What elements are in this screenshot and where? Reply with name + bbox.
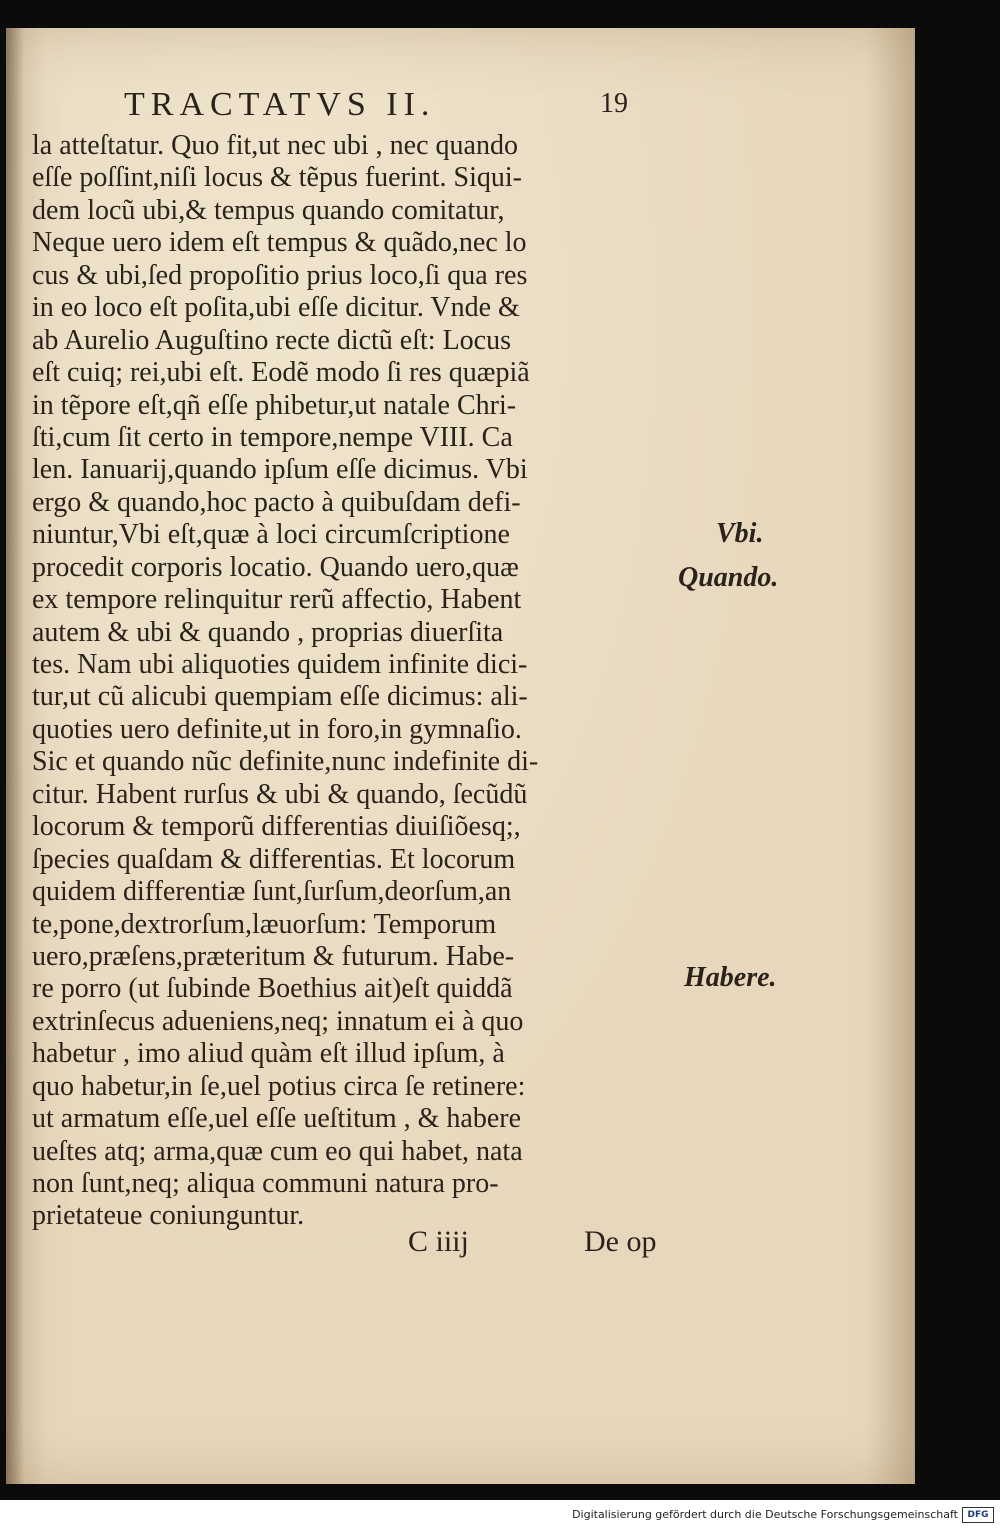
text-line: uero,præſens,præteritum & futurum. Habe-: [32, 940, 515, 972]
running-head: TRACTATVS II.: [124, 86, 436, 123]
text-line: extrinſecus adueniens,neq; innatum ei à quo: [32, 1005, 524, 1037]
text-line: dem locũ ubi,& tempus quando comitatur,: [32, 194, 505, 226]
catchword: De op: [584, 1225, 657, 1258]
text-line: ex tempore relinquitur rerũ affectio, Habent: [32, 584, 522, 616]
text-line: ut armatum eſſe,uel eſſe ueſtitum , & habere: [32, 1103, 522, 1135]
text-line: quidem differentiæ ſunt,ſurſum,deorſum,an: [32, 876, 512, 908]
text-line: in tẽpore eſt,qñ eſſe phibetur,ut natale Chri-: [32, 389, 517, 421]
signature-mark: C iiij: [408, 1225, 469, 1258]
text-line: non ſunt,neq; aliqua communi natura pro-: [32, 1168, 499, 1199]
dfg-logo: DFG: [962, 1507, 994, 1523]
text-line: ab Aurelio Auguſtino recte dictũ eſt: Locus: [32, 324, 511, 356]
text-line: prietateue coniunguntur.: [32, 1200, 305, 1232]
text-line: autem & ubi & quando , proprias diuerſita: [32, 616, 504, 648]
text-line: ergo & quando,hoc pacto à quibuſdam defi-: [32, 486, 521, 518]
text-line: Sic et quando nũc definite,nunc indefinite di-: [32, 746, 539, 778]
marginal-note-quando: Quando.: [678, 562, 779, 593]
text-line: tes. Nam ubi aliquoties quidem infinite dici-: [32, 649, 528, 680]
text-line: cus & ubi,ſed propoſitio prius loco,ſi qua res: [32, 259, 528, 291]
text-line: citur. Habent rurſus & ubi & quando, ſecũdũ: [32, 778, 528, 810]
text-line: eſſe poſſint,niſi locus & tẽpus fuerint. Siqui-: [32, 162, 522, 194]
funding-credit: Digitalisierung gefördert durch die Deutsche Forschungsgemeinschaft: [572, 1508, 958, 1521]
text-line: procedit corporis locatio. Quando uero,quæ: [32, 551, 519, 583]
text-line: Neque uero idem eſt tempus & quãdo,nec lo: [32, 227, 527, 259]
text-line: niuntur,Vbi eſt,quæ à loci circumſcriptione: [32, 519, 510, 551]
text-line: re porro (ut ſubinde Boethius ait)eſt quiddã: [32, 973, 513, 1005]
text-line: habetur , imo aliud quàm eſt illud ipſum, à: [32, 1038, 505, 1070]
body-text: [32, 130, 682, 1233]
text-line: ſpecies quaſdam & differentias. Et locorum: [32, 843, 516, 875]
text-line: len. Ianuarij,quando ipſum eſſe dicimus. Vbi: [32, 454, 528, 486]
folio-number: 19: [600, 88, 628, 119]
text-line: quoties uero definite,ut in foro,in gymnaſio.: [32, 713, 522, 745]
text-line: locorum & temporũ differentias diuiſiõesq;,: [32, 811, 521, 843]
text-line: eſt cuiq; rei,ubi eſt. Eodẽ modo ſi res quæpiã: [32, 357, 530, 389]
spine-shadow: [6, 28, 24, 1484]
text-line: in eo loco eſt poſita,ubi eſſe dicitur. Vnde &: [32, 292, 520, 324]
marginal-note-habere: Habere.: [684, 962, 777, 993]
text-line: la atteſtatur. Quo fit,ut nec ubi , nec quando: [32, 130, 518, 161]
text-line: te,pone,dextrorſum,læuorſum: Temporum: [32, 908, 497, 940]
text-line: quo habetur,in ſe,uel potius circa ſe retinere:: [32, 1070, 526, 1102]
text-line: tur,ut cũ alicubi quempiam eſſe dicimus: ali-: [32, 681, 528, 713]
footer-bar: [0, 1500, 1000, 1531]
text-line: ſti,cum ſit certo in tempore,nempe VIII. Ca: [32, 421, 513, 453]
text-line: ueſtes atq; arma,quæ cum eo qui habet, nata: [32, 1135, 523, 1167]
marginal-note-ubi: Vbi.: [716, 518, 764, 549]
